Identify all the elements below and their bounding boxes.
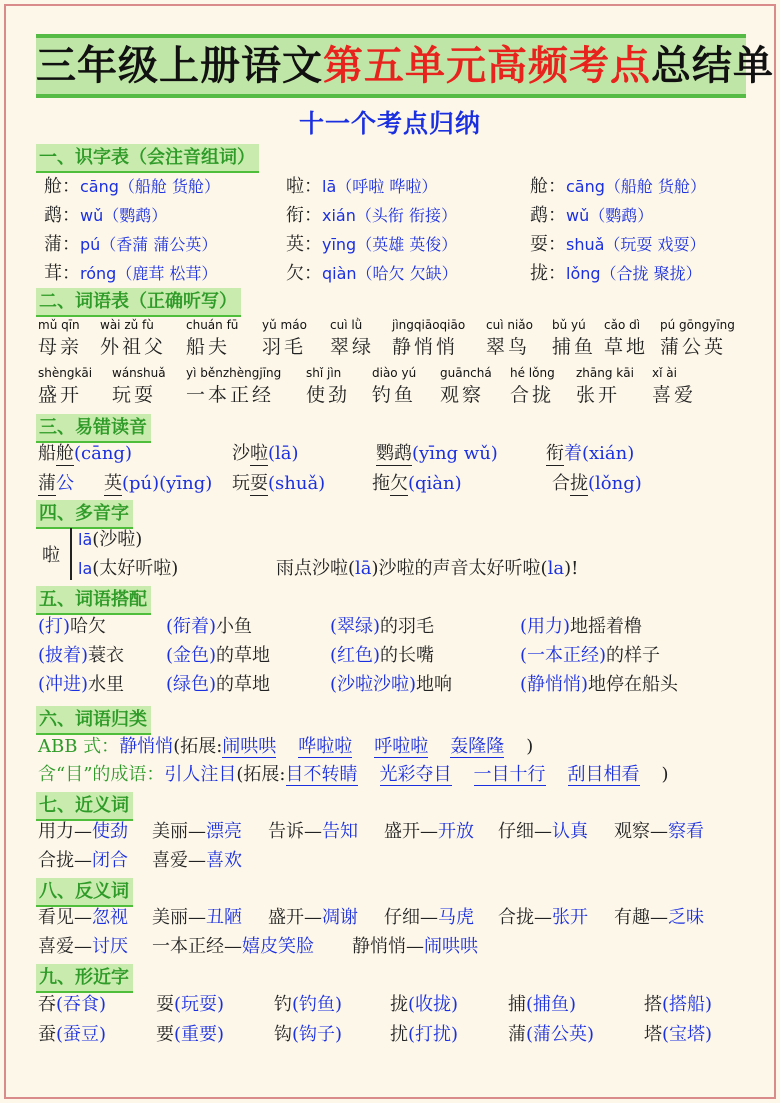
xingjin-word: (钩子) (292, 1024, 343, 1045)
sentence-part-c: )沙啦的声音太好听啦( (371, 558, 548, 579)
xingjin-word: (捕鱼) (526, 994, 577, 1015)
ciyu-pinyin: cǎo dì (604, 318, 641, 332)
fanyi-pair (268, 906, 358, 930)
fanyi-pair (152, 906, 242, 930)
guilei-mu-line (38, 763, 669, 787)
dapei-word: 蓑衣 (88, 645, 125, 666)
ciyu-word: 草地 (604, 336, 649, 358)
shizi-item (286, 262, 458, 286)
duoyin-brace (70, 528, 75, 580)
dapei-word: 的羽毛 (380, 616, 435, 637)
ciyu-word: 羽毛 (262, 336, 307, 358)
xingjin-item (156, 1023, 224, 1047)
ciyu-pinyin: zhāng kāi (576, 366, 634, 380)
jinyi-synonym: 漂亮 (206, 821, 242, 842)
fanyi-word: 美丽— (152, 907, 206, 928)
yicuo-target: 欠 (390, 473, 408, 494)
fanyi-antonym: 嬉皮笑脸 (242, 936, 314, 957)
jinyi-word: 美丽— (152, 821, 206, 842)
jinyi-pair (384, 820, 474, 844)
xingjin-word: (搭船) (662, 994, 713, 1015)
ciyu-pinyin: mǔ qīn (38, 318, 80, 332)
yicuo-target: 啦 (250, 443, 268, 464)
jinyi-synonym: 闭合 (92, 850, 128, 871)
shizi-pinyin: lā（呼啦 哗啦） (322, 177, 438, 196)
ciyu-pinyin: bǔ yú (552, 318, 586, 332)
xingjin-item (644, 1023, 712, 1047)
dapei-blank: (绿色) (166, 674, 217, 695)
jinyi-synonym: 开放 (438, 821, 474, 842)
jinyi-synonym: 认真 (552, 821, 588, 842)
dapei-word: 水里 (88, 674, 125, 695)
yicuo-reading: (yīng wǔ) (412, 443, 498, 464)
ciyu-pinyin: yì běnzhèngjīng (186, 366, 282, 380)
xingjin-word: (蒲公英) (526, 1024, 595, 1045)
duoyin-pinyin-1: lā (78, 530, 93, 549)
xingjin-word: (蚕豆) (56, 1024, 107, 1045)
section-heading-guilei: 六、词语归类 (36, 706, 151, 733)
sentence-part-a: 雨点沙啦( (276, 558, 356, 579)
ciyu-word: 船夫 (186, 336, 231, 358)
duoyin-reading-2 (78, 557, 178, 581)
jinyi-synonym: 告知 (322, 821, 358, 842)
ciyu-pinyin: cuì lǜ (330, 318, 363, 332)
sentence-pinyin-1: lā (355, 558, 372, 579)
shizi-pinyin: cāng（船舱 货舱） (80, 177, 220, 196)
dapei-item (38, 615, 106, 639)
yicuo-prefix: 合 (552, 473, 570, 494)
ciyu-word: 捕鱼 (552, 336, 597, 358)
title-text-3: 总结单 (651, 43, 774, 89)
fanyi-word: 一本正经— (152, 936, 242, 957)
dapei-blank: (一本正经) (520, 645, 607, 666)
dapei-item (166, 615, 252, 639)
shizi-char: 拢： (530, 263, 566, 284)
ciyu-pinyin: hé lǒng (510, 366, 555, 380)
jinyi-pair (614, 820, 704, 844)
shizi-char: 鹉： (530, 205, 566, 226)
ciyu-word: 观察 (440, 384, 485, 406)
shizi-char: 衔： (286, 205, 322, 226)
dapei-blank: (披着) (38, 645, 89, 666)
fanyi-antonym: 乏味 (668, 907, 704, 928)
guilei-mu-items (286, 764, 662, 785)
ciyu-pinyin: yǔ máo (262, 318, 307, 332)
ciyu-word: 翠绿 (330, 336, 375, 358)
yicuo-reading: 着(xián) (564, 443, 635, 464)
yicuo-reading: (lǒng) (588, 473, 642, 494)
ciyu-word: 外祖父 (100, 336, 167, 358)
section-heading-jinyi: 七、近义词 (36, 792, 133, 819)
ciyu-word: 使劲 (306, 384, 351, 406)
yicuo-prefix: 沙 (232, 443, 250, 464)
ciyu-word: 张开 (576, 384, 621, 406)
fanyi-antonym: 忽视 (92, 907, 128, 928)
ciyu-pinyin: wài zǔ fù (100, 318, 154, 332)
xingjin-item (390, 993, 458, 1017)
yicuo-target: 蒲 (38, 473, 56, 494)
fanyi-pair (384, 906, 474, 930)
yicuo-prefix: 船 (38, 443, 56, 464)
xingjin-item (508, 1023, 594, 1047)
ciyu-word: 蒲公英 (660, 336, 727, 358)
xingjin-word: (钓鱼) (292, 994, 343, 1015)
shizi-char: 啦： (286, 176, 322, 197)
guilei-abb-line (38, 735, 533, 759)
yicuo-target: 鹦鹉 (376, 443, 412, 464)
xingjin-char: 塔 (644, 1024, 662, 1045)
dapei-blank: (沙啦沙啦) (330, 674, 417, 695)
guilei-item: 一目十行 (473, 764, 546, 785)
shizi-char: 欠： (286, 263, 322, 284)
shizi-item (44, 204, 167, 228)
section-heading-duoyin: 四、多音字 (36, 500, 133, 527)
guilei-mu-main: 引人注目 (164, 764, 237, 785)
yicuo-reading: 公 (56, 473, 74, 494)
fanyi-antonym: 丑陋 (206, 907, 242, 928)
xingjin-item (38, 1023, 106, 1047)
ciyu-word: 玩耍 (112, 384, 157, 406)
yicuo-item (376, 442, 498, 466)
xingjin-char: 扰 (390, 1024, 408, 1045)
xingjin-char: 蒲 (508, 1024, 526, 1045)
duoyin-word-1: (沙啦) (92, 529, 143, 550)
xingjin-char: 吞 (38, 994, 56, 1015)
sentence-pinyin-2: la (547, 558, 565, 579)
ciyu-pinyin: xǐ ài (652, 366, 677, 380)
fanyi-word: 有趣— (614, 907, 668, 928)
fanyi-word: 合拢— (498, 907, 552, 928)
fanyi-word: 喜爱— (38, 936, 92, 957)
dapei-word: 地摇着橹 (570, 616, 643, 637)
xingjin-item (644, 993, 712, 1017)
guilei-mu-expand: (拓展: (236, 764, 286, 785)
jinyi-word: 合拢— (38, 850, 92, 871)
guilei-mu-label: 含“目”的成语： (38, 764, 165, 785)
shizi-item (44, 175, 220, 199)
fanyi-pair (38, 906, 128, 930)
page-subtitle: 十一个考点归纳 (298, 109, 481, 138)
yicuo-item (232, 442, 299, 466)
yicuo-item (372, 472, 462, 496)
shizi-pinyin: cāng（船舱 货舱） (566, 177, 706, 196)
xingjin-char: 要 (156, 1024, 174, 1045)
yicuo-reading: (qiàn) (408, 473, 462, 494)
shizi-pinyin: lǒng（合拢 聚拢） (566, 264, 702, 283)
guilei-item: 目不转睛 (285, 764, 358, 785)
jinyi-pair (38, 820, 128, 844)
guilei-abb-items (222, 736, 526, 757)
yicuo-item (546, 442, 634, 466)
guilei-abb-main: 静悄悄 (119, 736, 174, 757)
ciyu-word: 母亲 (38, 336, 83, 358)
duoyin-char: 啦 (42, 545, 60, 566)
dapei-item (330, 673, 452, 697)
guilei-abb-label: ABB 式： (38, 736, 120, 757)
guilei-item: 光彩夺目 (379, 764, 452, 785)
duoyin-reading-1 (78, 528, 142, 552)
xingjin-word: (打扰) (408, 1024, 459, 1045)
dapei-item (166, 644, 270, 668)
fanyi-antonym: 闹哄哄 (424, 936, 478, 957)
shizi-item (530, 175, 706, 199)
jinyi-synonym: 使劲 (92, 821, 128, 842)
section-heading-fanyi: 八、反义词 (36, 878, 133, 905)
shizi-pinyin: qiàn（哈欠 欠缺） (322, 264, 458, 283)
dapei-word: 地停在船头 (588, 674, 679, 695)
shizi-pinyin: pú（香蒲 蒲公英） (80, 235, 218, 254)
ciyu-word: 合拢 (510, 384, 555, 406)
ciyu-pinyin: chuán fū (186, 318, 239, 332)
dapei-word: 的草地 (216, 674, 271, 695)
dapei-item (38, 644, 124, 668)
xingjin-char: 蚕 (38, 1024, 56, 1045)
shizi-item (286, 233, 457, 257)
dapei-blank: (翠绿) (330, 616, 381, 637)
dapei-blank: (冲进) (38, 674, 89, 695)
fanyi-antonym: 马虎 (438, 907, 474, 928)
shizi-char: 鹉： (44, 205, 80, 226)
jinyi-word: 用力— (38, 821, 92, 842)
shizi-item (286, 175, 437, 199)
shizi-char: 耍： (530, 234, 566, 255)
xingjin-word: (宝塔) (662, 1024, 713, 1045)
fanyi-word: 仔细— (384, 907, 438, 928)
dapei-item (520, 673, 678, 697)
dapei-blank: (衔着) (166, 616, 217, 637)
dapei-item (520, 644, 660, 668)
fanyi-antonym: 凋谢 (322, 907, 358, 928)
yicuo-item (38, 442, 132, 466)
yicuo-prefix: 拖 (372, 473, 390, 494)
duoyin-word-2: (太好听啦) (92, 558, 179, 579)
xingjin-item (38, 993, 106, 1017)
yicuo-item (552, 472, 642, 496)
shizi-char: 舱： (530, 176, 566, 197)
ciyu-word: 喜爱 (652, 384, 697, 406)
ciyu-pinyin: pú gōngyīng (660, 318, 735, 332)
ciyu-pinyin: cuì niǎo (486, 318, 533, 332)
dapei-word: 小鱼 (216, 616, 253, 637)
jinyi-pair (152, 820, 242, 844)
yicuo-item (232, 472, 325, 496)
ciyu-word: 盛开 (38, 384, 83, 406)
title-text-2: 第五单元高频考点 (323, 43, 651, 89)
dapei-blank: (用力) (520, 616, 571, 637)
jinyi-word: 观察— (614, 821, 668, 842)
xingjin-word: (重要) (174, 1024, 225, 1045)
fanyi-pair (152, 935, 314, 959)
xingjin-char: 钓 (274, 994, 292, 1015)
ciyu-word: 钓鱼 (372, 384, 417, 406)
dapei-word: 哈欠 (70, 616, 107, 637)
xingjin-char: 耍 (156, 994, 174, 1015)
shizi-item (530, 262, 702, 286)
guilei-item: 刮目相看 (567, 764, 640, 785)
yicuo-item (104, 472, 212, 496)
xingjin-char: 搭 (644, 994, 662, 1015)
section-heading-xingjin: 九、形近字 (36, 964, 133, 991)
section-heading-ciyu: 二、词语表（正确听写） (36, 288, 241, 315)
guilei-item: 轰隆隆 (450, 736, 505, 757)
page-title (36, 34, 774, 98)
dapei-word: 的长嘴 (380, 645, 435, 666)
ciyu-pinyin: shǐ jìn (306, 366, 342, 380)
section-heading-yicuo: 三、易错读音 (36, 414, 151, 441)
duoyin-sentence (276, 557, 578, 581)
yicuo-reading: (cāng) (74, 443, 132, 464)
section-heading-dapei: 五、词语搭配 (36, 586, 151, 613)
fanyi-antonym: 讨厌 (92, 936, 128, 957)
title-text-1: 三年级上册语文 (36, 43, 323, 89)
jinyi-word: 仔细— (498, 821, 552, 842)
jinyi-synonym: 喜欢 (206, 850, 242, 871)
shizi-item (530, 233, 706, 257)
dapei-item (330, 615, 434, 639)
xingjin-item (390, 1023, 458, 1047)
dapei-item (330, 644, 434, 668)
xingjin-item (508, 993, 576, 1017)
shizi-item (530, 204, 653, 228)
shizi-item (44, 233, 217, 257)
xingjin-char: 钩 (274, 1024, 292, 1045)
fanyi-pair (352, 935, 478, 959)
shizi-char: 英： (286, 234, 322, 255)
xingjin-char: 捕 (508, 994, 526, 1015)
fanyi-pair (498, 906, 588, 930)
dapei-word: 地响 (416, 674, 453, 695)
fanyi-word: 静悄悄— (352, 936, 424, 957)
guilei-item: 呼啦啦 (374, 736, 429, 757)
xingjin-word: (收拢) (408, 994, 459, 1015)
jinyi-synonym: 察看 (668, 821, 704, 842)
shizi-pinyin: xián（头衔 衔接） (322, 206, 457, 225)
dapei-blank: (打) (38, 616, 71, 637)
xingjin-item (274, 993, 342, 1017)
ciyu-word: 翠鸟 (486, 336, 531, 358)
shizi-item (286, 204, 457, 228)
shizi-pinyin: yīng（英雄 英俊） (322, 235, 458, 254)
dapei-item (520, 615, 642, 639)
xingjin-char: 拢 (390, 994, 408, 1015)
jinyi-pair (38, 849, 128, 873)
jinyi-pair (152, 849, 242, 873)
yicuo-target: 衔 (546, 443, 564, 464)
shizi-item (44, 262, 217, 286)
shizi-char: 舱： (44, 176, 80, 197)
jinyi-word: 喜爱— (152, 850, 206, 871)
yicuo-reading: (pú)(yīng) (122, 473, 213, 494)
dapei-item (38, 673, 124, 697)
yicuo-target: 拢 (570, 473, 588, 494)
ciyu-word: 一本正经 (186, 384, 275, 406)
yicuo-prefix: 玩 (232, 473, 250, 494)
jinyi-word: 盛开— (384, 821, 438, 842)
ciyu-pinyin: wánshuǎ (112, 366, 166, 380)
guilei-abb-expand: (拓展: (173, 736, 223, 757)
jinyi-pair (498, 820, 588, 844)
duoyin-pinyin-2: la (78, 559, 93, 578)
dapei-blank: (金色) (166, 645, 217, 666)
ciyu-pinyin: guānchá (440, 366, 492, 380)
yicuo-item (38, 472, 74, 496)
yicuo-reading: (shuǎ) (268, 473, 326, 494)
fanyi-word: 盛开— (268, 907, 322, 928)
dapei-item (166, 673, 270, 697)
xingjin-word: (玩耍) (174, 994, 225, 1015)
shizi-char: 茸： (44, 263, 80, 284)
fanyi-pair (38, 935, 128, 959)
yicuo-reading: (lā) (268, 443, 299, 464)
yicuo-target: 英 (104, 473, 122, 494)
dapei-blank: (红色) (330, 645, 381, 666)
shizi-pinyin: shuǎ（玩耍 戏耍） (566, 235, 706, 254)
sentence-part-e: )! (564, 558, 579, 579)
xingjin-item (274, 1023, 342, 1047)
shizi-char: 蒲： (44, 234, 80, 255)
ciyu-pinyin: jìngqiāoqiāo (392, 318, 466, 332)
ciyu-pinyin: shèngkāi (38, 366, 93, 380)
fanyi-pair (614, 906, 704, 930)
dapei-word: 的样子 (606, 645, 661, 666)
dapei-blank: (静悄悄) (520, 674, 589, 695)
shizi-pinyin: wǔ（鹦鹉） (566, 206, 654, 225)
fanyi-word: 看见— (38, 907, 92, 928)
shizi-pinyin: wǔ（鹦鹉） (80, 206, 168, 225)
guilei-item: 闹哄哄 (222, 736, 277, 757)
xingjin-item (156, 993, 224, 1017)
fanyi-antonym: 张开 (552, 907, 588, 928)
ciyu-word: 静悄悄 (392, 336, 459, 358)
ciyu-pinyin: diào yú (372, 366, 417, 380)
shizi-pinyin: róng（鹿茸 松茸） (80, 264, 218, 283)
guilei-mu-end: ) (661, 764, 669, 785)
guilei-item: 哗啦啦 (298, 736, 353, 757)
yicuo-target: 耍 (250, 473, 268, 494)
jinyi-word: 告诉— (268, 821, 322, 842)
section-heading-shizi: 一、识字表（会注音组词） (36, 144, 259, 171)
dapei-word: 的草地 (216, 645, 271, 666)
yicuo-target: 舱 (56, 443, 74, 464)
jinyi-pair (268, 820, 358, 844)
xingjin-word: (吞食) (56, 994, 107, 1015)
guilei-abb-end: ) (526, 736, 534, 757)
